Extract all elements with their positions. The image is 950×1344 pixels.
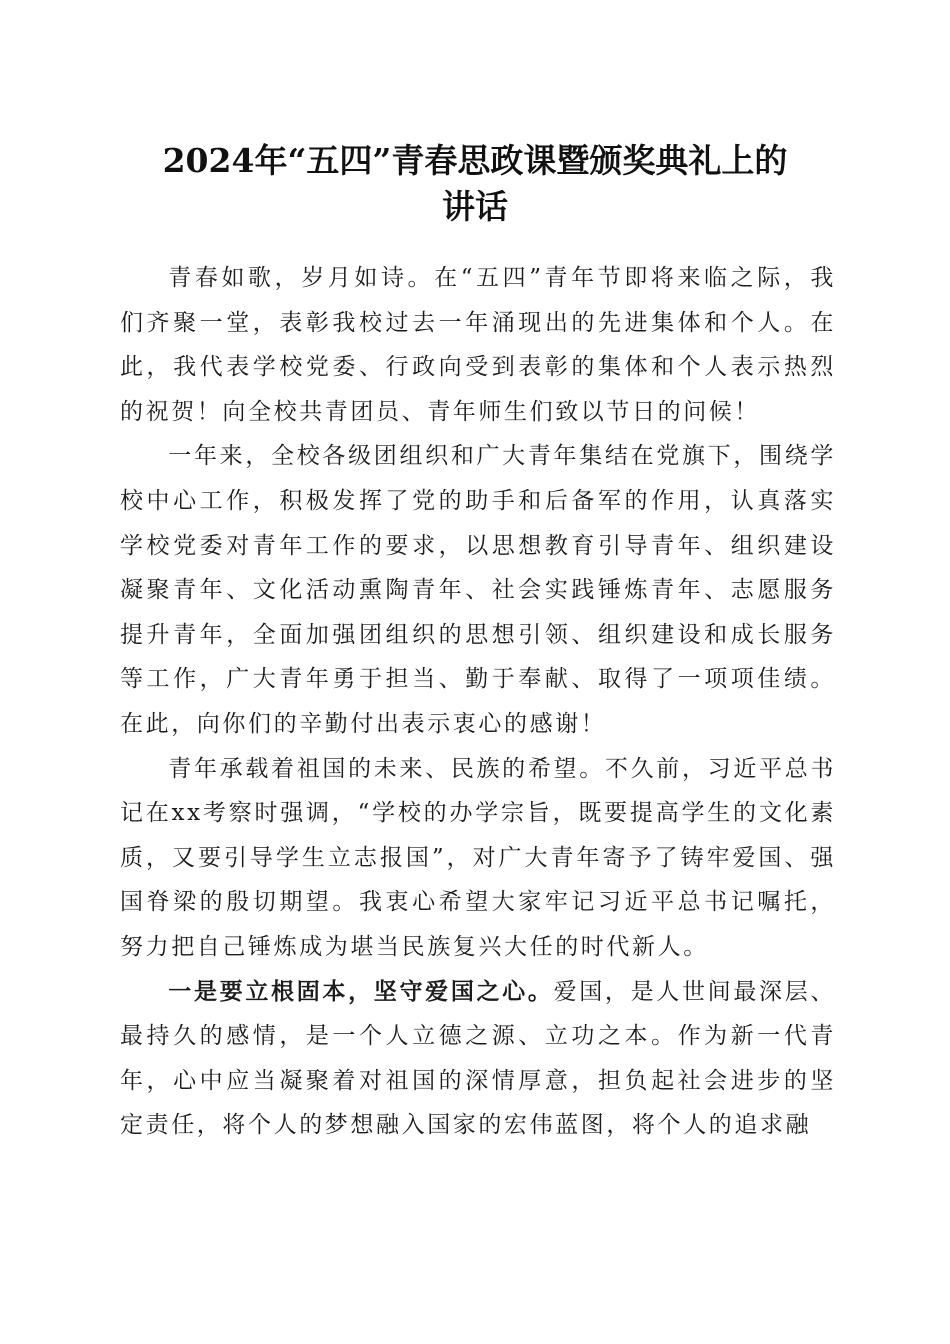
- paragraph-1: [120, 256, 836, 434]
- paragraph-text: 爱国，是人世间最深层、最持久的感情，是一个人立德之源、立功之本。作为新一代青年，心中应当凝聚着对祖国的深情厚意，担负起社会进步的坚定责任，将个人的梦想融入国家的宏伟蓝图，将个人的追求融: [120, 978, 837, 1139]
- paragraph-4: [120, 970, 836, 1148]
- document-body: [120, 256, 836, 1148]
- title-line-2: 讲话: [442, 187, 508, 226]
- paragraph-text: 青春如歌，岁月如诗。在“五四”青年节即将来临之际，我们齐聚一堂，表彰我校过去一年涌现出的先进集体和个人。在此，我代表学校党委、行政向受到表彰的集体和个人表示热烈的祝贺！向全校共青团员、青年师生们致以节日的问候！: [120, 265, 836, 425]
- paragraph-3: [120, 747, 836, 970]
- paragraph-text: 青年承载着祖国的未来、民族的希望。不久前，习近平总书记在xx考察时强调，“学校的办学宗旨，既要提高学生的文化素质，又要引导学生立志报国”，对广大青年寄予了铸牢爱国、强国脊梁的殷切期望。我衷心希望大家牢记习近平总书记嘱托，努力把自己锤炼成为堪当民族复兴大任的时代新人。: [120, 755, 836, 960]
- paragraph-2: [120, 434, 836, 746]
- paragraph-text: 一年来，全校各级团组织和广大青年集结在党旗下，围绕学校中心工作，积极发挥了党的助手和后备军的作用，认真落实学校党委对青年工作的要求，以思想教育引导青年、组织建设凝聚青年、文化活动熏陶青年、社会实践锤炼青年、志愿服务提升青年，全面加强团组织的思想引领、组织建设和成长服务等工作，广大青年勇于担当、勤于奉献、取得了一项项佳绩。在此，向你们的辛勤付出表示衷心的感谢！: [120, 443, 836, 737]
- document-title: [100, 138, 850, 230]
- title-line-1: 2024年“五四”青春思政课暨颁奖典礼上的: [162, 141, 788, 180]
- paragraph-lead-bold: 一是要立根固本，坚守爱国之心。: [168, 977, 554, 1005]
